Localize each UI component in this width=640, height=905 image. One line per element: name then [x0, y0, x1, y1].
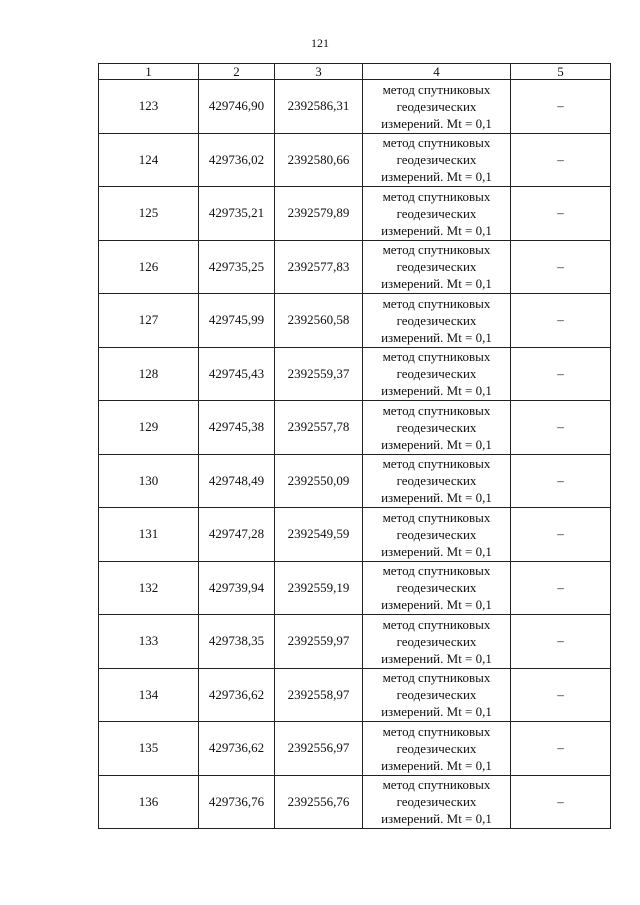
note-cell: –	[511, 133, 611, 187]
method-line-3: измерений. Mt = 0,1	[381, 169, 492, 185]
coord-y: 2392559,19	[275, 561, 363, 615]
point-number: 131	[99, 508, 199, 562]
point-number: 135	[99, 722, 199, 776]
coord-x: 429735,21	[199, 187, 275, 241]
method-line-2: геодезических	[396, 98, 477, 114]
note-cell: –	[511, 401, 611, 455]
coord-x: 429748,49	[199, 454, 275, 508]
table-row	[99, 561, 611, 615]
method-cell	[363, 133, 511, 187]
coord-x: 429738,35	[199, 615, 275, 669]
header-col-3: 3	[275, 64, 363, 80]
point-number: 123	[99, 80, 199, 134]
note-cell: –	[511, 240, 611, 294]
method-line-2: геодезических	[396, 312, 477, 328]
method-line-3: измерений. Mt = 0,1	[381, 811, 492, 827]
header-col-4: 4	[363, 64, 511, 80]
point-number: 132	[99, 561, 199, 615]
method-line-2: геодезических	[396, 526, 477, 542]
coord-x: 429736,62	[199, 668, 275, 722]
coord-y: 2392549,59	[275, 508, 363, 562]
method-line-1: метод спутниковых	[382, 402, 491, 418]
coord-x: 429736,76	[199, 775, 275, 829]
table-row	[99, 187, 611, 241]
method-line-2: геодезических	[396, 740, 477, 756]
point-number: 134	[99, 668, 199, 722]
note-cell: –	[511, 187, 611, 241]
coord-y: 2392559,37	[275, 347, 363, 401]
method-line-2: геодезических	[396, 152, 477, 168]
table-header	[99, 64, 611, 80]
note-cell: –	[511, 80, 611, 134]
method-cell	[363, 775, 511, 829]
table-row	[99, 508, 611, 562]
coord-y: 2392560,58	[275, 294, 363, 348]
table-row	[99, 294, 611, 348]
coord-y: 2392579,89	[275, 187, 363, 241]
header-row	[99, 64, 611, 80]
method-cell	[363, 401, 511, 455]
method-line-2: геодезических	[396, 259, 477, 275]
method-line-3: измерений. Mt = 0,1	[381, 222, 492, 238]
method-line-3: измерений. Mt = 0,1	[381, 757, 492, 773]
method-cell	[363, 668, 511, 722]
coord-y: 2392550,09	[275, 454, 363, 508]
header-col-1: 1	[99, 64, 199, 80]
table-row	[99, 133, 611, 187]
point-number: 129	[99, 401, 199, 455]
coord-y: 2392577,83	[275, 240, 363, 294]
coord-x: 429745,43	[199, 347, 275, 401]
table-body	[99, 80, 611, 829]
coord-x: 429747,28	[199, 508, 275, 562]
table-row	[99, 80, 611, 134]
table-row	[99, 615, 611, 669]
method-line-2: геодезических	[396, 419, 477, 435]
note-cell: –	[511, 347, 611, 401]
coord-y: 2392558,97	[275, 668, 363, 722]
point-number: 136	[99, 775, 199, 829]
coordinates-table	[98, 63, 611, 829]
method-line-3: измерений. Mt = 0,1	[381, 276, 492, 292]
coord-x: 429739,94	[199, 561, 275, 615]
method-line-1: метод спутниковых	[382, 135, 491, 151]
table-row	[99, 454, 611, 508]
method-line-3: измерений. Mt = 0,1	[381, 115, 492, 131]
method-cell	[363, 80, 511, 134]
point-number: 125	[99, 187, 199, 241]
method-line-1: метод спутниковых	[382, 295, 491, 311]
coord-y: 2392556,97	[275, 722, 363, 776]
note-cell: –	[511, 722, 611, 776]
coord-y: 2392556,76	[275, 775, 363, 829]
method-line-1: метод спутниковых	[382, 349, 491, 365]
table-row	[99, 401, 611, 455]
coord-y: 2392580,66	[275, 133, 363, 187]
point-number: 133	[99, 615, 199, 669]
method-line-1: метод спутниковых	[382, 670, 491, 686]
method-line-2: геодезических	[396, 687, 477, 703]
point-number: 128	[99, 347, 199, 401]
note-cell: –	[511, 508, 611, 562]
method-cell	[363, 615, 511, 669]
coord-y: 2392557,78	[275, 401, 363, 455]
coord-x: 429736,62	[199, 722, 275, 776]
method-line-2: геодезических	[396, 366, 477, 382]
method-line-1: метод спутниковых	[382, 81, 491, 97]
method-line-1: метод спутниковых	[382, 242, 491, 258]
method-line-2: геодезических	[396, 633, 477, 649]
table-row	[99, 668, 611, 722]
method-line-3: измерений. Mt = 0,1	[381, 436, 492, 452]
method-line-3: измерений. Mt = 0,1	[381, 543, 492, 559]
method-cell	[363, 454, 511, 508]
table-row	[99, 722, 611, 776]
coord-y: 2392559,97	[275, 615, 363, 669]
method-line-1: метод спутниковых	[382, 456, 491, 472]
coord-x: 429735,25	[199, 240, 275, 294]
note-cell: –	[511, 561, 611, 615]
method-line-2: геодезических	[396, 473, 477, 489]
header-col-2: 2	[199, 64, 275, 80]
method-line-1: метод спутниковых	[382, 509, 491, 525]
table-row	[99, 347, 611, 401]
header-col-5: 5	[511, 64, 611, 80]
note-cell: –	[511, 454, 611, 508]
method-cell	[363, 561, 511, 615]
page-number: 121	[311, 36, 329, 50]
note-cell: –	[511, 668, 611, 722]
method-line-2: геодезических	[396, 794, 477, 810]
method-cell	[363, 508, 511, 562]
note-cell: –	[511, 775, 611, 829]
coord-x: 429736,02	[199, 133, 275, 187]
method-line-1: метод спутниковых	[382, 723, 491, 739]
method-cell	[363, 240, 511, 294]
method-cell	[363, 347, 511, 401]
method-cell	[363, 722, 511, 776]
method-line-3: измерений. Mt = 0,1	[381, 650, 492, 666]
method-line-3: измерений. Mt = 0,1	[381, 597, 492, 613]
method-line-3: измерений. Mt = 0,1	[381, 383, 492, 399]
method-line-1: метод спутниковых	[382, 616, 491, 632]
coord-x: 429746,90	[199, 80, 275, 134]
note-cell: –	[511, 294, 611, 348]
method-cell	[363, 187, 511, 241]
table-row	[99, 775, 611, 829]
method-line-1: метод спутниковых	[382, 777, 491, 793]
coord-x: 429745,99	[199, 294, 275, 348]
note-cell: –	[511, 615, 611, 669]
point-number: 130	[99, 454, 199, 508]
coord-y: 2392586,31	[275, 80, 363, 134]
method-cell	[363, 294, 511, 348]
point-number: 127	[99, 294, 199, 348]
method-line-3: измерений. Mt = 0,1	[381, 329, 492, 345]
method-line-1: метод спутниковых	[382, 188, 491, 204]
method-line-2: геодезических	[396, 580, 477, 596]
coord-x: 429745,38	[199, 401, 275, 455]
point-number: 124	[99, 133, 199, 187]
method-line-3: измерений. Mt = 0,1	[381, 704, 492, 720]
table-row	[99, 240, 611, 294]
point-number: 126	[99, 240, 199, 294]
method-line-2: геодезических	[396, 205, 477, 221]
method-line-1: метод спутниковых	[382, 563, 491, 579]
method-line-3: измерений. Mt = 0,1	[381, 490, 492, 506]
